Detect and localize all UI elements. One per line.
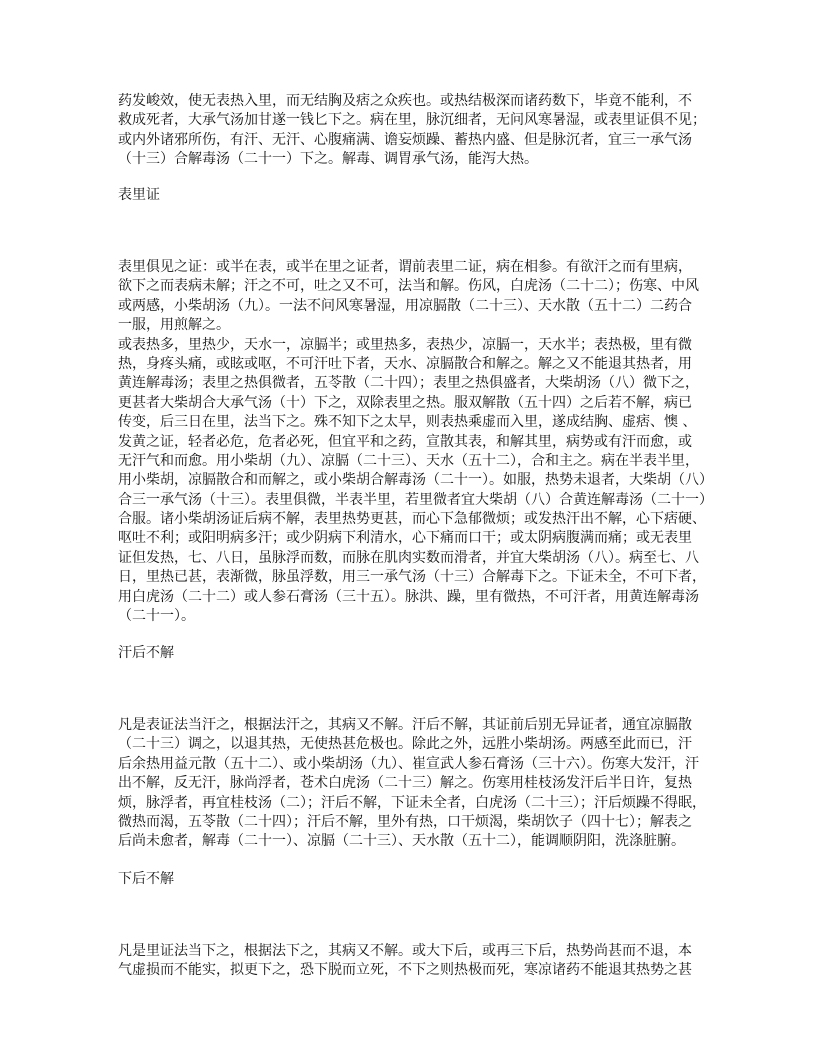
text-line: （十三）合解毒汤（二十一）下之。解毒、调胃承气汤，能泻大热。 [118, 151, 538, 168]
text-line: 用白虎汤（二十二）或人参石膏汤（三十五）。脉洪、躁，里有微热，不可汗者，用黄连解毒汤 [118, 588, 699, 605]
text-line: 微热而渴，五苓散（二十四）；汗后不解，里外有热，口干烦渴，柴胡饮子（四十七）；解表之 [118, 813, 692, 830]
section-heading: 表里证 [118, 187, 160, 203]
text-line: 后余热用益元散（五十二）、或小柴胡汤（九）、崔宣武人参石膏汤（三十六）。伤寒大发汗，汗 [118, 755, 699, 772]
text-line: 后尚未愈者，解毒（二十一）、凉膈（二十三）、天水散（五十二），能调顺阴阳，洗涤脏腑。 [118, 833, 685, 850]
heading-xiahou [118, 870, 718, 889]
text-line: 呕吐不利；或阳明病多汗；或少阴病下利清水，心下痛而口干；或太阴病腹满而痛；或无表里 [118, 530, 692, 547]
text-line: 救成死者，大承气汤加甘遂一钱匕下之。病在里，脉沉细者，无问风寒暑湿，或表里证俱不见； [118, 112, 706, 129]
text-line: 烦，脉浮者，再宜桂枝汤（二）；汗后不解，下证未全者，白虎汤（二十三）；汗后烦躁不得眠， [118, 794, 706, 811]
text-line: 一服，用煎解之。 [118, 317, 230, 334]
text-line: 热，身疼头痛，或眩或呕，不可汗吐下者，天水、凉膈散合和解之。解之又不能退其热者，用 [118, 355, 692, 372]
section-heading: 汗后不解 [118, 645, 174, 661]
text-line: 气虚损而不能实，拟更下之，恐下脱而立死，不下之则热极而死，寒凉诸药不能退其热势之甚 [118, 962, 692, 979]
text-line: 凡是里证法当下之，根据法下之，其病又不解。或大下后，或再三下后，热势尚甚而不退，本 [118, 943, 692, 959]
section-heading: 下后不解 [118, 871, 174, 887]
text-line: 更甚者大柴胡合大承气汤（十）下之，双除表里之热。服双解散（五十四）之后若不解，病已 [118, 394, 692, 411]
text-line: 凡是表证法当汗之，根据法汗之，其病又不解。汗后不解，其证前后别无异证者，通宜凉膈散 [118, 717, 692, 733]
text-line: 欲下之而表病未解；汗之不可，吐之又不可，法当和解。伤风，白虎汤（二十二）；伤寒、中风 [118, 278, 699, 295]
text-line: 或内外诸邪所伤，有汗、无汗、心腹痛满、谵妄烦躁、蓄热内盛、但是脉沉者，宜三一承气汤 [118, 131, 692, 148]
text-line: 传变，后三日在里，法当下之。殊不知下之太早，则表热乘虚而入里，遂成结胸、虚痞、懊 、 [118, 414, 697, 431]
text-line: （二十一）。 [118, 608, 195, 625]
text-line: 合服。诸小柴胡汤证后病不解，表里热势更甚，而心下急郁微烦；或发热汗出不解，心下痞硬、 [118, 511, 706, 528]
text-line: 出不解，反无汗，脉尚浮者，苍术白虎汤（二十三）解之。伤寒用桂枝汤发汗后半日许，复热 [118, 775, 692, 792]
heading-biaoli [118, 186, 718, 205]
paragraph-3 [118, 716, 718, 852]
paragraph-1 [118, 92, 718, 170]
text-line: 发黄之证，轻者必危，危者必死，但宜平和之药，宣散其表，和解其里，病势或有汗而愈，或 [118, 433, 692, 450]
text-line: 合三一承气汤（十三）。表里俱微，半表半里，若里微者宜大柴胡（八）合黄连解毒汤（二十一） [118, 491, 713, 508]
text-line: 黄连解毒汤；表里之热俱微者，五苓散（二十四）；表里之热俱盛者，大柴胡汤（八）微下之， [118, 375, 699, 392]
text-line: 无汗气和而愈。用小柴胡（九）、凉膈（二十三）、天水（五十二），合和主之。病在半表半里， [118, 452, 699, 469]
text-line: 或表热多，里热少，天水一，凉膈半；或里热多，表热少，凉膈一，天水半；表热极，里有微 [118, 336, 692, 353]
text-line: 或两感，小柴胡汤（九）。一法不问风寒暑湿，用凉膈散（二十三）、天水散（五十二）二药合 [118, 297, 692, 314]
paragraph-2 [118, 258, 718, 626]
heading-hanhou [118, 644, 718, 663]
text-line: 用小柴胡，凉膈散合和而解之，或小柴胡合解毒汤（二十一）。如服，热势未退者，大柴胡（八） [118, 472, 713, 489]
text-line: 证但发热，七、八日，虽脉浮而数，而脉在肌肉实数而滑者，并宜大柴胡汤（八）。病至七、八 [118, 549, 699, 566]
text-line: 表里俱见之证：或半在表，或半在里之证者，谓前表里二证，病在相参。有欲汗之而有里病， [118, 259, 692, 275]
text-line: 日，里热已甚，表渐微，脉虽浮数，用三一承气汤（十三）合解毒下之。下证未全，不可下者， [118, 569, 706, 586]
text-line: （二十三）调之，以退其热，无使热甚危极也。除此之外，远胜小柴胡汤。两感至此而已，汗 [118, 736, 692, 753]
paragraph-4 [118, 942, 718, 981]
text-line: 药发峻效，使无表热入里，而无结胸及痞之众疾也。或热结极深而诸药数下，毕竟不能利，不 [118, 93, 692, 109]
